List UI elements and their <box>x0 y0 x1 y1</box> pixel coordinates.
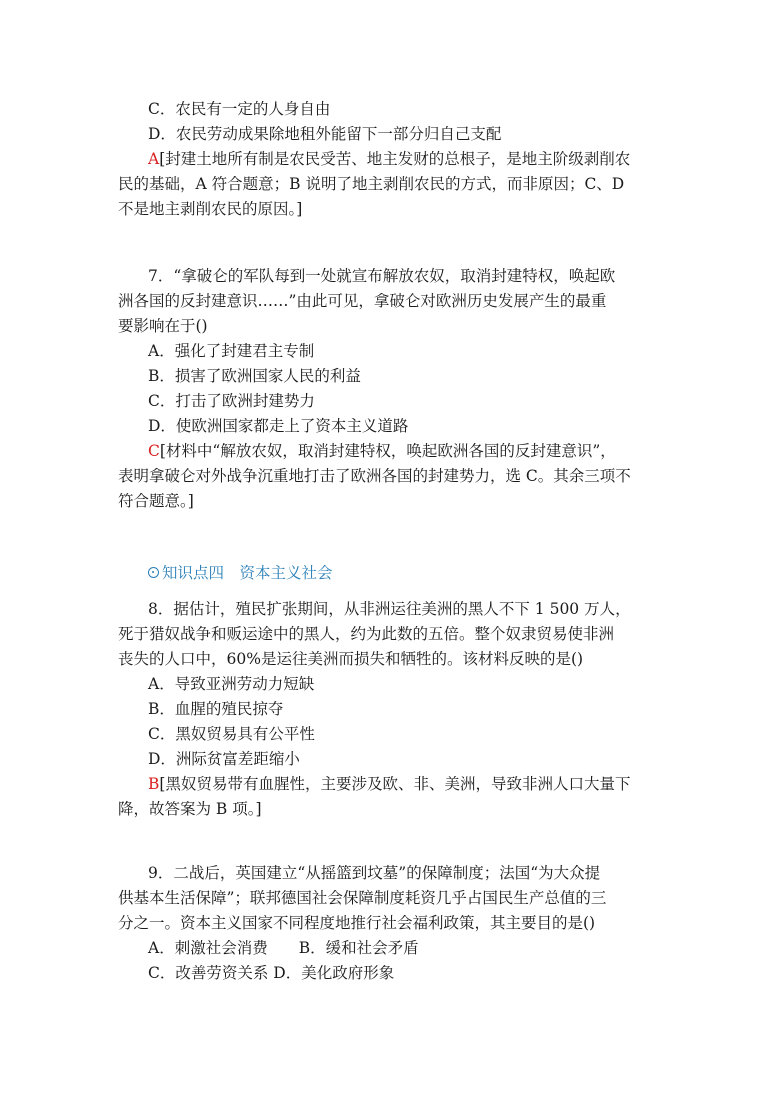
q7-explanation-line-3: 符合题意。] <box>118 492 194 510</box>
q9-options-cd: C．改善劳资关系 D．美化政府形象 <box>148 964 395 982</box>
q7-option-a: A．强化了封建君主专制 <box>148 342 315 360</box>
q7-explanation-line-1 <box>148 440 616 462</box>
q8-explanation-line-1 <box>148 773 630 795</box>
q6-option-d: D．农民劳动成果除地租外能留下一部分归自己支配 <box>148 125 502 143</box>
q7-stem-line-2: 洲各国的反封建意识……”由此可见，拿破仑对欧洲历史发展产生的最重 <box>118 292 607 310</box>
q8-stem-line-3: 丧失的人口中，60%是运往美洲而损失和牺牲的。该材料反映的是() <box>118 650 584 668</box>
q7-option-b: B．损害了欧洲国家人民的利益 <box>148 367 361 385</box>
q7-stem-line-1: 7．“拿破仑的军队每到一处就宣布解放农奴，取消封建特权，唤起欧 <box>148 267 616 285</box>
q7-option-c: C．打击了欧洲封建势力 <box>148 392 315 410</box>
q6-explanation-line-2: 民的基础，A 符合题意；B 说明了地主剥削农民的方式，而非原因；C、D <box>118 175 625 193</box>
section-heading <box>148 562 333 584</box>
q7-explanation-line-2: 表明拿破仑对外战争沉重地打击了欧洲各国的封建势力，选 C。其余三项不 <box>118 467 631 485</box>
q8-option-b: B．血腥的殖民掠夺 <box>148 700 284 718</box>
q8-answer-letter: B <box>148 775 160 793</box>
q6-option-c: C．农民有一定的人身自由 <box>148 100 331 118</box>
q8-option-a: A．导致亚洲劳动力短缺 <box>148 675 315 693</box>
q6-explanation-text-1: [封建土地所有制是农民受苦、地主发财的总根子，是地主阶级剥削农 <box>159 150 631 168</box>
q6-answer-letter: A <box>148 150 160 168</box>
q8-explanation-line-2: 降，故答案为 B 项。] <box>118 800 262 818</box>
q9-stem-line-1: 9．二战后，英国建立“从摇篮到坟墓”的保障制度；法国“为大众提 <box>148 864 601 882</box>
q6-explanation-line-3: 不是地主剥削农民的原因。] <box>118 200 303 218</box>
q7-option-d: D．使欧洲国家都走上了资本主义道路 <box>148 417 409 435</box>
q8-option-c: C．黑奴贸易具有公平性 <box>148 725 315 743</box>
q8-option-d: D．洲际贫富差距缩小 <box>148 750 300 768</box>
q7-explanation-text-1: [材料中“解放农奴，取消封建特权，唤起欧洲各国的反封建意识”， <box>159 442 616 460</box>
q9-stem-line-3: 分之一。资本主义国家不同程度地推行社会福利政策，其主要目的是() <box>118 914 596 932</box>
q7-stem-line-3: 要影响在于() <box>118 317 208 335</box>
q9-stem-line-2: 供基本生活保障”；联邦德国社会保障制度耗资几乎占国民生产总值的三 <box>118 889 607 907</box>
q8-stem-line-1: 8．据估计，殖民扩张期间，从非洲运往美洲的黑人不下 1 500 万人， <box>148 600 631 618</box>
q6-explanation-line-1 <box>148 148 630 170</box>
target-icon <box>148 567 159 578</box>
q8-stem-line-2: 死于猎奴战争和贩运途中的黑人，约为此数的五倍。整个奴隶贸易使非洲 <box>118 625 615 643</box>
section-title: 知识点四 资本主义社会 <box>162 564 333 582</box>
q8-explanation-text-1: [黑奴贸易带有血腥性，主要涉及欧、非、美洲，导致非洲人口大量下 <box>159 775 631 793</box>
q7-answer-letter: C <box>148 442 160 460</box>
q9-options-ab: A．刺激社会消费 B．缓和社会矛盾 <box>148 939 419 957</box>
